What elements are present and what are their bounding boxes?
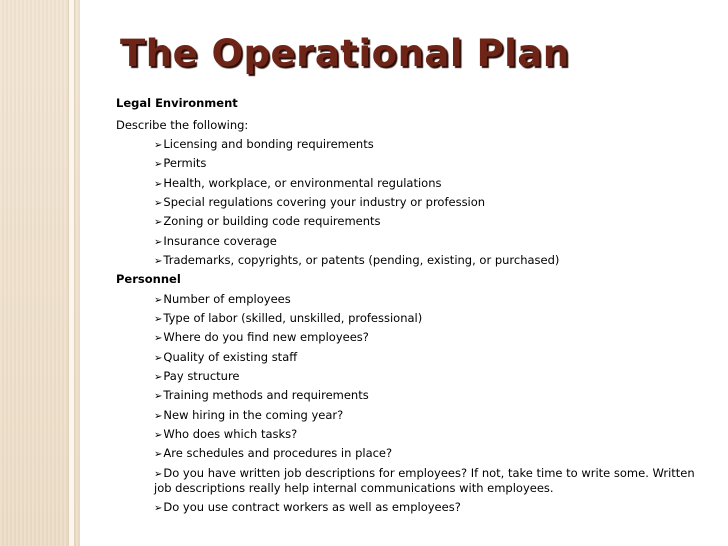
list-item: ➢Trademarks, copyrights, or patents (pending, existing, or purchased) — [154, 253, 560, 267]
list-item: ➢Where do you find new employees? — [154, 330, 369, 344]
list-item: ➢Insurance coverage — [154, 234, 277, 248]
list-item: ➢New hiring in the coming year? — [154, 408, 344, 422]
list-item: ➢Zoning or building code requirements — [154, 214, 381, 228]
arrow-bullet-icon: ➢ — [154, 256, 163, 267]
personnel-heading: Personnel — [116, 272, 181, 286]
page-title: The Operational Plan — [120, 32, 570, 75]
arrow-bullet-icon: ➢ — [154, 411, 163, 422]
arrow-bullet-icon: ➢ — [154, 179, 163, 190]
arrow-bullet-icon: ➢ — [154, 333, 163, 344]
arrow-bullet-icon: ➢ — [154, 140, 163, 151]
list-item: ➢Permits — [154, 156, 207, 170]
arrow-bullet-icon: ➢ — [154, 469, 163, 480]
legal-intro: Describe the following: — [116, 118, 249, 132]
list-item: ➢Training methods and requirements — [154, 388, 369, 402]
list-item: ➢Pay structure — [154, 369, 240, 383]
list-item: ➢Quality of existing staff — [154, 350, 298, 364]
decorative-sidebar — [0, 0, 80, 546]
arrow-bullet-icon: ➢ — [154, 391, 163, 402]
arrow-bullet-icon: ➢ — [154, 430, 163, 441]
list-item: ➢Type of labor (skilled, unskilled, professional) — [154, 311, 423, 325]
list-item: ➢Do you use contract workers as well as employees? — [154, 500, 461, 514]
list-item: ➢Do you have written job descriptions for employees? If not, take time to write some. Written — [154, 466, 695, 480]
list-item: ➢Number of employees — [154, 292, 291, 306]
arrow-bullet-icon: ➢ — [154, 159, 163, 170]
sidebar-stripe — [68, 0, 75, 546]
list-item: ➢Special regulations covering your industry or profession — [154, 195, 486, 209]
arrow-bullet-icon: ➢ — [154, 314, 163, 325]
arrow-bullet-icon: ➢ — [154, 295, 163, 306]
arrow-bullet-icon: ➢ — [154, 217, 163, 228]
list-item: ➢Licensing and bonding requirements — [154, 137, 374, 151]
list-item-continuation: job descriptions really help internal communications with employees. — [154, 481, 554, 495]
list-item: ➢Who does which tasks? — [154, 427, 298, 441]
list-item: ➢Health, workplace, or environmental regulations — [154, 176, 442, 190]
list-item: ➢Are schedules and procedures in place? — [154, 446, 393, 460]
arrow-bullet-icon: ➢ — [154, 237, 163, 248]
arrow-bullet-icon: ➢ — [154, 353, 163, 364]
arrow-bullet-icon: ➢ — [154, 198, 163, 209]
arrow-bullet-icon: ➢ — [154, 449, 163, 460]
arrow-bullet-icon: ➢ — [154, 372, 163, 383]
legal-heading: Legal Environment — [116, 96, 238, 110]
arrow-bullet-icon: ➢ — [154, 503, 163, 514]
